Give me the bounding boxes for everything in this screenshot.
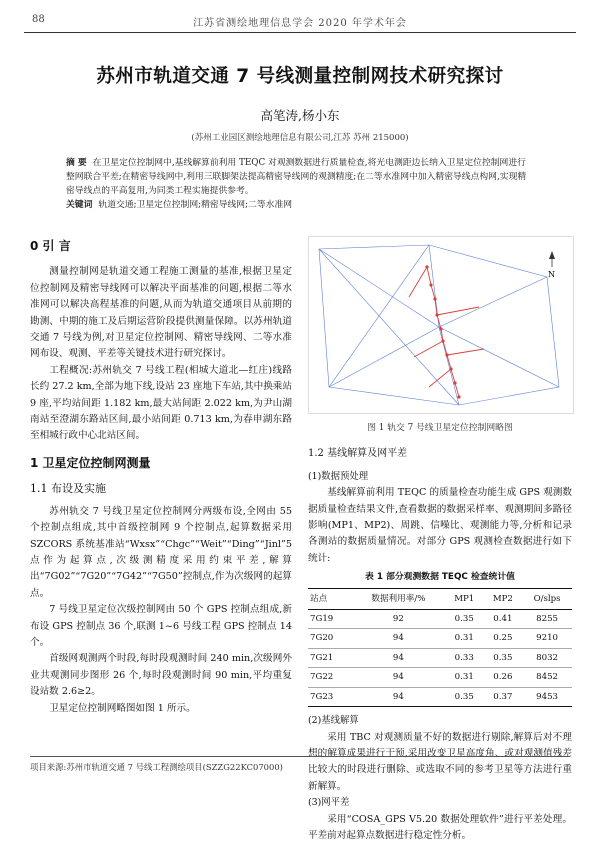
table-header: MP1 xyxy=(445,588,484,609)
table-cell: 0.31 xyxy=(445,629,484,648)
table-cell: 0.41 xyxy=(484,610,523,629)
table-header: O/slps xyxy=(522,588,572,609)
section-1-1-title: 1.1 布设及实施 xyxy=(30,482,106,496)
table-cell: 9453 xyxy=(522,687,572,706)
table-header: 数据利用率/% xyxy=(352,588,445,609)
paper-title: 苏州市轨道交通 7 号线测量控制网技术研究探讨 xyxy=(96,66,504,87)
paragraph: 7 号线卫星定位次级控制网由 50 个 GPS 控制点组成,新布设 GPS 控制点 36 个,联测 1~6 号线工程 GPS 控制点 14 个。 xyxy=(30,604,292,648)
table-cell: 7G23 xyxy=(308,687,352,706)
table-header: 站点 xyxy=(308,588,352,609)
table-cell: 9210 xyxy=(522,629,572,648)
table-cell: 0.31 xyxy=(445,668,484,687)
footnote: 项目来源:苏州市轨道交通 7 号线工程测绘项目(SZZG22KC07000) xyxy=(30,756,570,773)
route-lines xyxy=(409,267,484,397)
keywords xyxy=(66,198,534,212)
abstract-label: 摘 要 xyxy=(66,158,87,168)
table-cell: 0.35 xyxy=(484,648,523,667)
subheading: (3)网平差 xyxy=(308,797,350,809)
paragraph: 工程概况:苏州轨交 7 号线工程(相城大道北—红庄)线路长约 27.2 km,全部为地下线,设站 23 座地下车站,其中换乘站 9 座,平均站间距 1.182 km,最大站间距 2.022 km,为尹山湖南站至澄湖东路站区间,最小站间距 0.713 km,为春申湖东路至相城行政中心北站区间。 xyxy=(30,364,292,442)
table-row xyxy=(308,648,572,667)
table-cell: 0.37 xyxy=(484,687,523,706)
table-cell: 0.35 xyxy=(445,687,484,706)
section-1-2-title: 1.2 基线解算及网平差 xyxy=(308,448,408,460)
subheading: (2)基线解算 xyxy=(308,715,359,727)
control-points xyxy=(425,265,460,398)
paragraph: 首级网观测两个时段,每时段观测时间 240 min,次级网外业共观测同步图形 26 个,每时段观测时间 90 min,平均重复设站数 2.6≥2。 xyxy=(30,653,292,698)
paragraph: 基线解算前利用 TEQC 的质量检查功能生成 GPS 观测数据质量检查结果文件,查看数据的数据采样率、观测期间多路径影响(MP1、MP2)、周跳、信噪比、观测能力等,分析和记录各测站的数据质量情况。对部分 GPS 观测检查数据进行如下统计: xyxy=(308,487,572,564)
table-cell: 92 xyxy=(352,610,445,629)
network-diagram xyxy=(309,237,573,413)
table-cell: 8255 xyxy=(522,610,572,629)
table-cell: 0.25 xyxy=(484,629,523,648)
table-cell: 94 xyxy=(352,668,445,687)
abstract-block xyxy=(66,156,534,212)
table-caption: 表 1 部分观测数据 TEQC 检查统计值 xyxy=(365,572,515,583)
table-cell: 0.33 xyxy=(445,648,484,667)
affiliation: (苏州工业园区测绘地理信息有限公司,江苏 苏州 215000) xyxy=(191,133,409,143)
paragraph: 测量控制网是轨道交通工程施工测量的基准,根据卫星定位控制网及精密导线网可以解决平面基准的问题,根据二等水准网可以解决高程基准的问题,从而为轨道交通项目从前期的勘测、中期的施工及后期运营阶段提供测量保障。以苏州轨道交通 7 号线为例,对卫星定位控制网、精密导线网、二等水准网布设、观测、平差等关键技术进行研究探讨。 xyxy=(30,266,292,360)
table-header: MP2 xyxy=(484,588,523,609)
keywords-text: 轨道交通;卫星定位控制网;精密导线网;二等水准网 xyxy=(98,200,293,210)
control-network-figure xyxy=(308,236,574,414)
authors: 高笔涛,杨小东 xyxy=(260,108,340,123)
table-row xyxy=(308,610,572,629)
table-row xyxy=(308,629,572,648)
teqc-table xyxy=(308,588,572,707)
table-cell: 0.35 xyxy=(445,610,484,629)
table-cell: 8452 xyxy=(522,668,572,687)
table-cell: 8032 xyxy=(522,648,572,667)
section-1-title: 1 卫星定位控制网测量 xyxy=(30,455,151,470)
paragraph: 采用 TBC 对观测质量不好的数据进行剔除,解算后对不理想的解算成果进行干预,采用改变卫星高度角、或对观测值残差比较大的时段进行删除、或选取不同的参考卫星等方法进行重新解算。 xyxy=(308,731,572,792)
paragraph: 卫星定位控制网略图如图 1 所示。 xyxy=(49,702,196,714)
table-header-row xyxy=(308,588,572,609)
keywords-label: 关键词 xyxy=(66,200,93,210)
journal-title: 江苏省测绘地理信息学会 2020 年学术年会 xyxy=(193,18,407,29)
paragraph: 苏州轨交 7 号线卫星定位控制网分两级布设,全网由 55 个控制点组成,其中首级控制网 9 个控制点,起算数据采用 SZCORS 系统基准站“Wxsx”“Chgc”“Weit”“Ding”“Jinl”5 点作为起算点,次级测精度采用约束平差,解算出“7G02”“7G20”“7G42”“7G50”控制点,作为次级网的起算点。 xyxy=(30,505,292,599)
table-row xyxy=(308,687,572,706)
left-column xyxy=(30,236,292,717)
table-cell: 7G20 xyxy=(308,629,352,648)
table-cell: 7G21 xyxy=(308,648,352,667)
table-cell: 94 xyxy=(352,629,445,648)
network-lines xyxy=(319,245,559,405)
table-cell: 0.26 xyxy=(484,668,523,687)
running-header xyxy=(24,10,576,33)
table-cell: 94 xyxy=(352,687,445,706)
abstract-text: 在卫星定位控制网中,基线解算前利用 TEQC 对观测数据进行质量检查,将光电测距边长纳入卫星定位控制网进行整网联合平差;在精密导线网中,利用三联脚架法提高精密导线网的观测精度;在二等水准网中加入精密导线点构网,实现精密导线点的平高复用,为同类工程实施提供参考。 xyxy=(66,158,527,196)
table-row xyxy=(308,668,572,687)
table-cell: 7G19 xyxy=(308,610,352,629)
page-number: 88 xyxy=(32,14,45,25)
section-0-title: 0 引 言 xyxy=(30,239,71,253)
north-label: N xyxy=(548,270,555,279)
abstract xyxy=(66,156,534,198)
table-cell: 94 xyxy=(352,648,445,667)
table-cell: 7G22 xyxy=(308,668,352,687)
figure-caption: 图 1 轨交 7 号线卫星定位控制网略图 xyxy=(367,423,513,433)
north-arrow-icon xyxy=(549,251,555,267)
paragraph: 采用“COSA_GPS V5.20 数据处理软件”进行平差处理。平差前对起算点数据进行稳定性分析。 xyxy=(308,813,572,841)
right-column xyxy=(308,236,572,844)
subheading: (1)数据预处理 xyxy=(308,470,369,482)
